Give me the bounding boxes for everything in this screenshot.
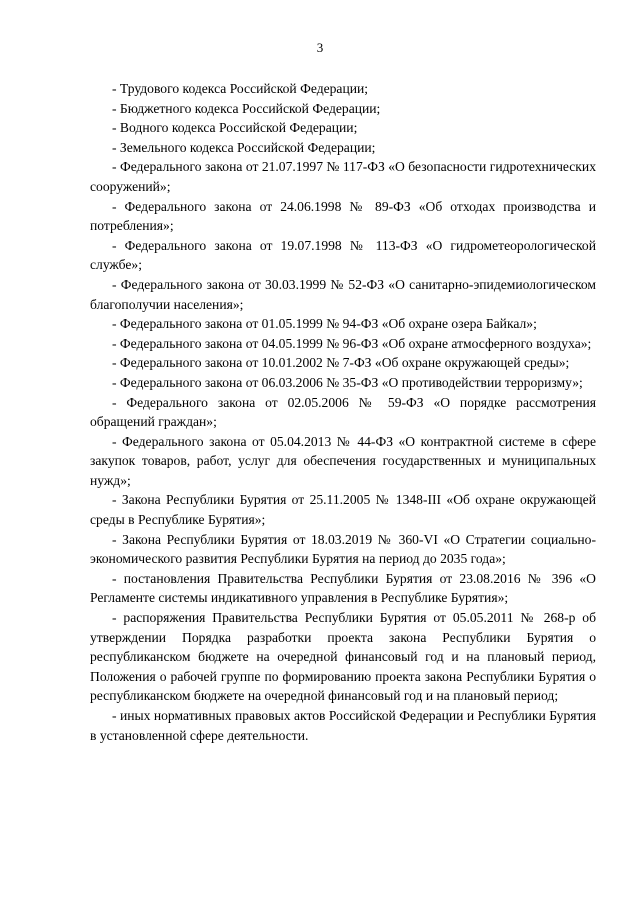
list-item: - иных нормативных правовых актов Российской Федерации и Республики Бурятия в установленной сфере деятельности. bbox=[90, 708, 596, 743]
list-item: - распоряжения Правительства Республики Бурятия от 05.05.2011 № 268-р об утверждении Порядка разработки проекта закона Республики Бурятия о республиканском бюджете на очередной финансовый год и на плановый период, Положения о рабочей группе по формированию проекта закона Республики Бурятия о республиканском бюджете на очередной финансовый год и на плановый период; bbox=[90, 610, 596, 704]
list-item: - Федерального закона от 06.03.2006 № 35-ФЗ «О противодействии терроризму»; bbox=[112, 374, 583, 390]
list-item: - Бюджетного кодекса Российской Федерации; bbox=[112, 100, 381, 116]
list-item: - Закона Республики Бурятия от 18.03.2019 № 360-VI «О Стратегии социально-экономического развития Республики Бурятия на период до 2035 года»; bbox=[90, 531, 596, 567]
list-item: - Федерального закона от 04.05.1999 № 96-ФЗ «Об охране атмосферного воздуха»; bbox=[112, 335, 592, 351]
list-item: - Трудового кодекса Российской Федерации; bbox=[112, 81, 369, 96]
list-item: - Федерального закона от 10.01.2002 № 7-ФЗ «Об охране окружающей среды»; bbox=[112, 355, 570, 371]
list-item: - Закона Республики Бурятия от 25.11.2005 № 1348-III «Об охране окружающей среды в Республике Бурятия»; bbox=[90, 492, 596, 528]
list-item: - Федерального закона от 24.06.1998 № 89-ФЗ «Об отходах производства и потребления»; bbox=[90, 198, 596, 234]
page-number: 3 bbox=[316, 40, 324, 55]
list-item: - Федерального закона от 21.07.1997 № 117-ФЗ «О безопасности гидротехнических сооружений»; bbox=[90, 159, 596, 194]
list-item: - Земельного кодекса Российской Федерации; bbox=[112, 139, 376, 155]
list-item: - Федерального закона от 01.05.1999 № 94-ФЗ «Об охране озера Байкал»; bbox=[112, 316, 537, 332]
legal-acts-list bbox=[90, 79, 596, 745]
list-item: - Федерального закона от 19.07.1998 № 113-ФЗ «О гидрометеорологической службе»; bbox=[90, 237, 596, 273]
list-item: - Федерального закона от 30.03.1999 № 52-ФЗ «О санитарно-эпидемиологическом благополучии населения»; bbox=[90, 276, 596, 312]
list-item: - Федерального закона от 05.04.2013 № 44-ФЗ «О контрактной системе в сфере закупок товаров, работ, услуг для обеспечения государственных и муниципальных нужд»; bbox=[90, 433, 596, 488]
list-item: - Водного кодекса Российской Федерации; bbox=[112, 120, 358, 136]
list-item: - постановления Правительства Республики Бурятия от 23.08.2016 № 396 «О Регламенте системы индикативного управления в Республике Бурятия»; bbox=[90, 570, 596, 606]
list-item: - Федерального закона от 02.05.2006 № 59-ФЗ «О порядке рассмотрения обращений граждан»; bbox=[90, 394, 596, 430]
